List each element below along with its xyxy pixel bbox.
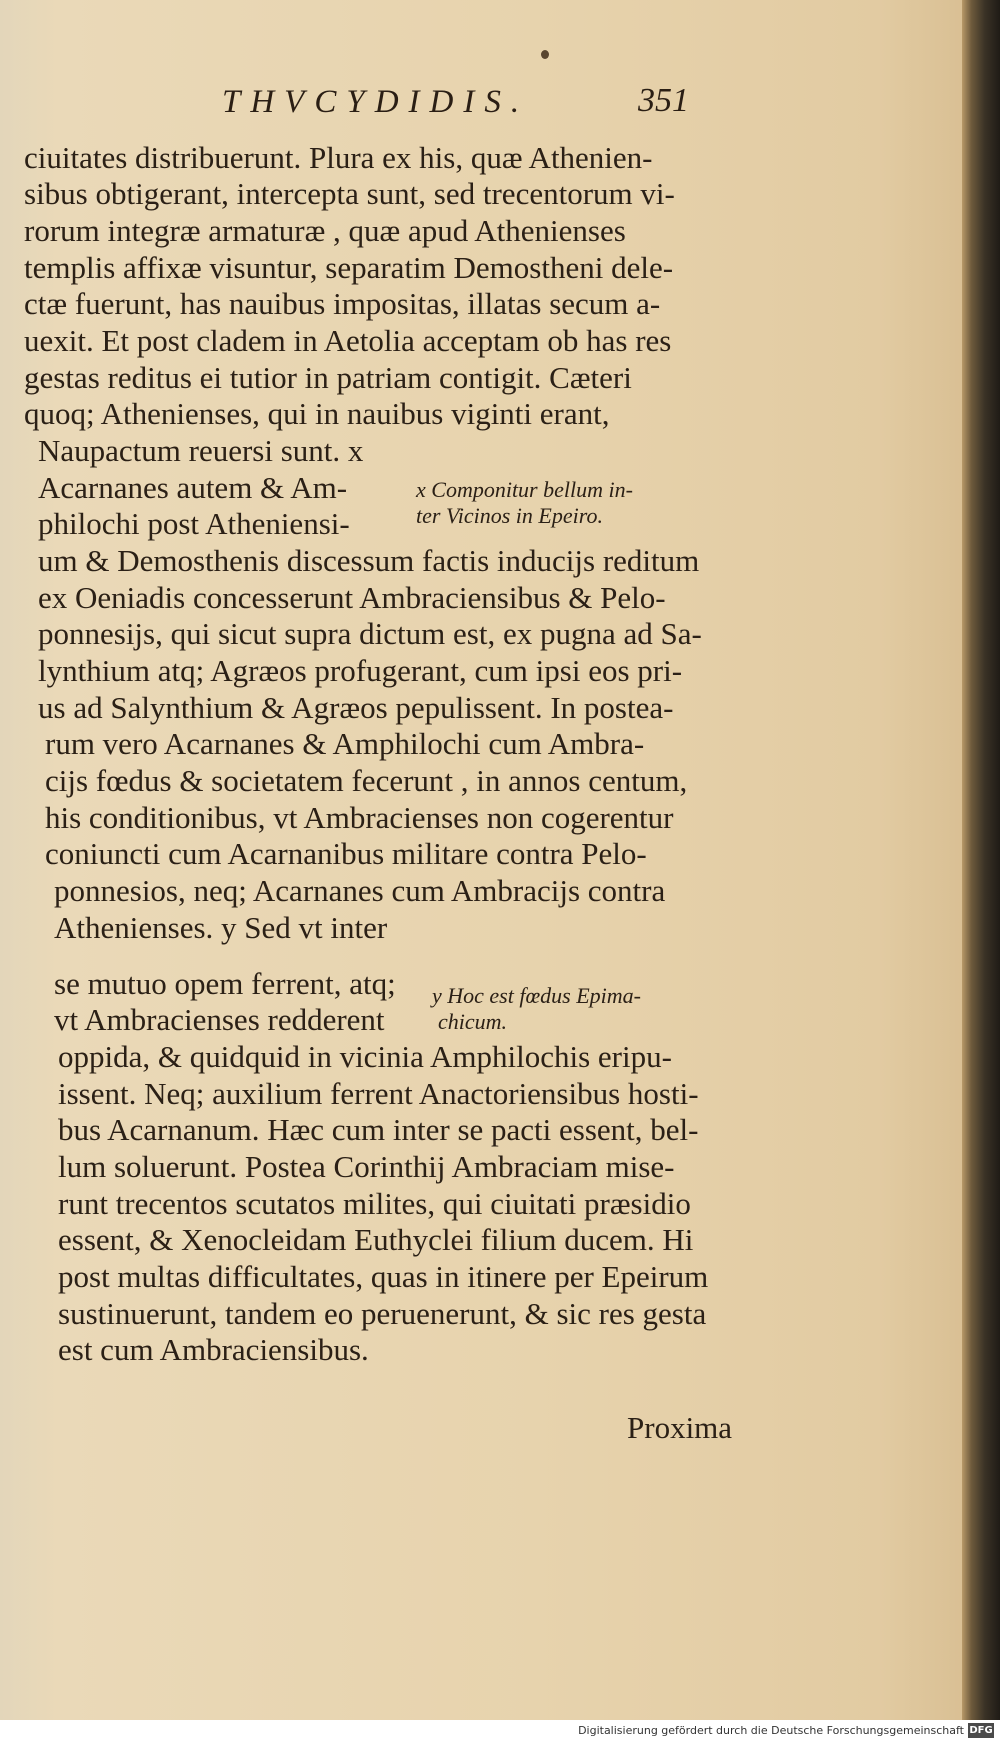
text-line: Acarnanes autem & Am- [38, 470, 348, 505]
margin-note [416, 477, 633, 529]
margin-note-line: y Hoc est fœdus Epima- [432, 983, 641, 1008]
text-line: bus Acarnanum. Hæc cum inter se pacti essent, bel- [58, 1112, 699, 1147]
ink-dot [541, 50, 549, 59]
text-line: ponnesios, neq; Acarnanes cum Ambracijs contra [54, 873, 666, 908]
text-line: cijs fœdus & societatem fecerunt , in annos centum, [45, 763, 688, 798]
text-line: quoq; Athenienses, qui in nauibus viginti erant, [24, 396, 610, 431]
text-line: issent. Neq; auxilium ferrent Anactoriensibus hosti- [58, 1076, 699, 1111]
page-number: 351 [638, 82, 689, 119]
text-line: um & Demosthenis discessum factis inducijs reditum [38, 543, 700, 578]
margin-note [432, 983, 641, 1035]
text-line: ciuitates distribuerunt. Plura ex his, quæ Athenien- [24, 140, 653, 175]
dfg-logo: DFG [969, 1725, 993, 1736]
text-line: templis affixæ visuntur, separatim Demostheni dele- [24, 250, 674, 285]
margin-note-line: ter Vicinos in Epeiro. [416, 503, 603, 528]
text-line: philochi post Atheniensi- [38, 506, 350, 541]
text-line: coniuncti cum Acarnanibus militare contra Pelo- [45, 836, 647, 871]
catchword: Proxima [627, 1410, 733, 1445]
text-line: rorum integræ armaturæ , quæ apud Athenienses [24, 213, 626, 248]
text-line: ponnesijs, qui sicut supra dictum est, ex pugna ad Sa- [38, 616, 702, 651]
text-line: sibus obtigerant, intercepta sunt, sed trecentorum vi- [24, 176, 675, 211]
page-header [0, 80, 975, 130]
text-line: Athenienses. y Sed vt inter [54, 910, 388, 945]
text-line: gestas reditus ei tutior in patriam contigit. Cæteri [24, 360, 632, 395]
text-line: vt Ambracienses redderent [54, 1002, 385, 1037]
text-line: ex Oeniadis concesserunt Ambraciensibus & Pelo- [38, 580, 666, 615]
text-line: uexit. Et post cladem in Aetolia acceptam ob has res [24, 323, 672, 358]
text-line: essent, & Xenocleidam Euthyclei filium ducem. Hi [58, 1222, 694, 1257]
funding-credit: Digitalisierung gefördert durch die Deutsche Forschungsgemeinschaft [578, 1724, 964, 1737]
digitization-footer [0, 1720, 1000, 1743]
margin-note-line: chicum. [438, 1009, 508, 1034]
text-line: rum vero Acarnanes & Amphilochi cum Ambra- [45, 726, 645, 761]
text-line: Naupactum reuersi sunt. x [38, 433, 364, 468]
margin-note-line: x Componitur bellum in- [416, 477, 633, 502]
text-line: lynthium atq; Agræos profugerant, cum ipsi eos pri- [38, 653, 683, 688]
text-line: his conditionibus, vt Ambracienses non cogerentur [45, 800, 674, 835]
running-title: THVCYDIDIS. [222, 84, 530, 120]
text-line: post multas difficultates, quas in itinere per Epeirum [58, 1259, 709, 1294]
text-line: oppida, & quidquid in vicinia Amphilochis eripu- [58, 1039, 672, 1074]
text-line: lum soluerunt. Postea Corinthij Ambraciam mise- [58, 1149, 675, 1184]
text-line: runt trecentos scutatos milites, qui ciuitati præsidio [58, 1186, 691, 1221]
text-line: sustinuerunt, tandem eo peruenerunt, & sic res gesta [58, 1296, 707, 1331]
book-page-edge [962, 0, 1000, 1743]
text-line: se mutuo opem ferrent, atq; [54, 966, 396, 1001]
text-line: est cum Ambraciensibus. [58, 1332, 369, 1367]
text-line: us ad Salynthium & Agræos pepulissent. In postea- [38, 690, 674, 725]
text-line: ctæ fuerunt, has nauibus impositas, illatas secum a- [24, 286, 661, 321]
